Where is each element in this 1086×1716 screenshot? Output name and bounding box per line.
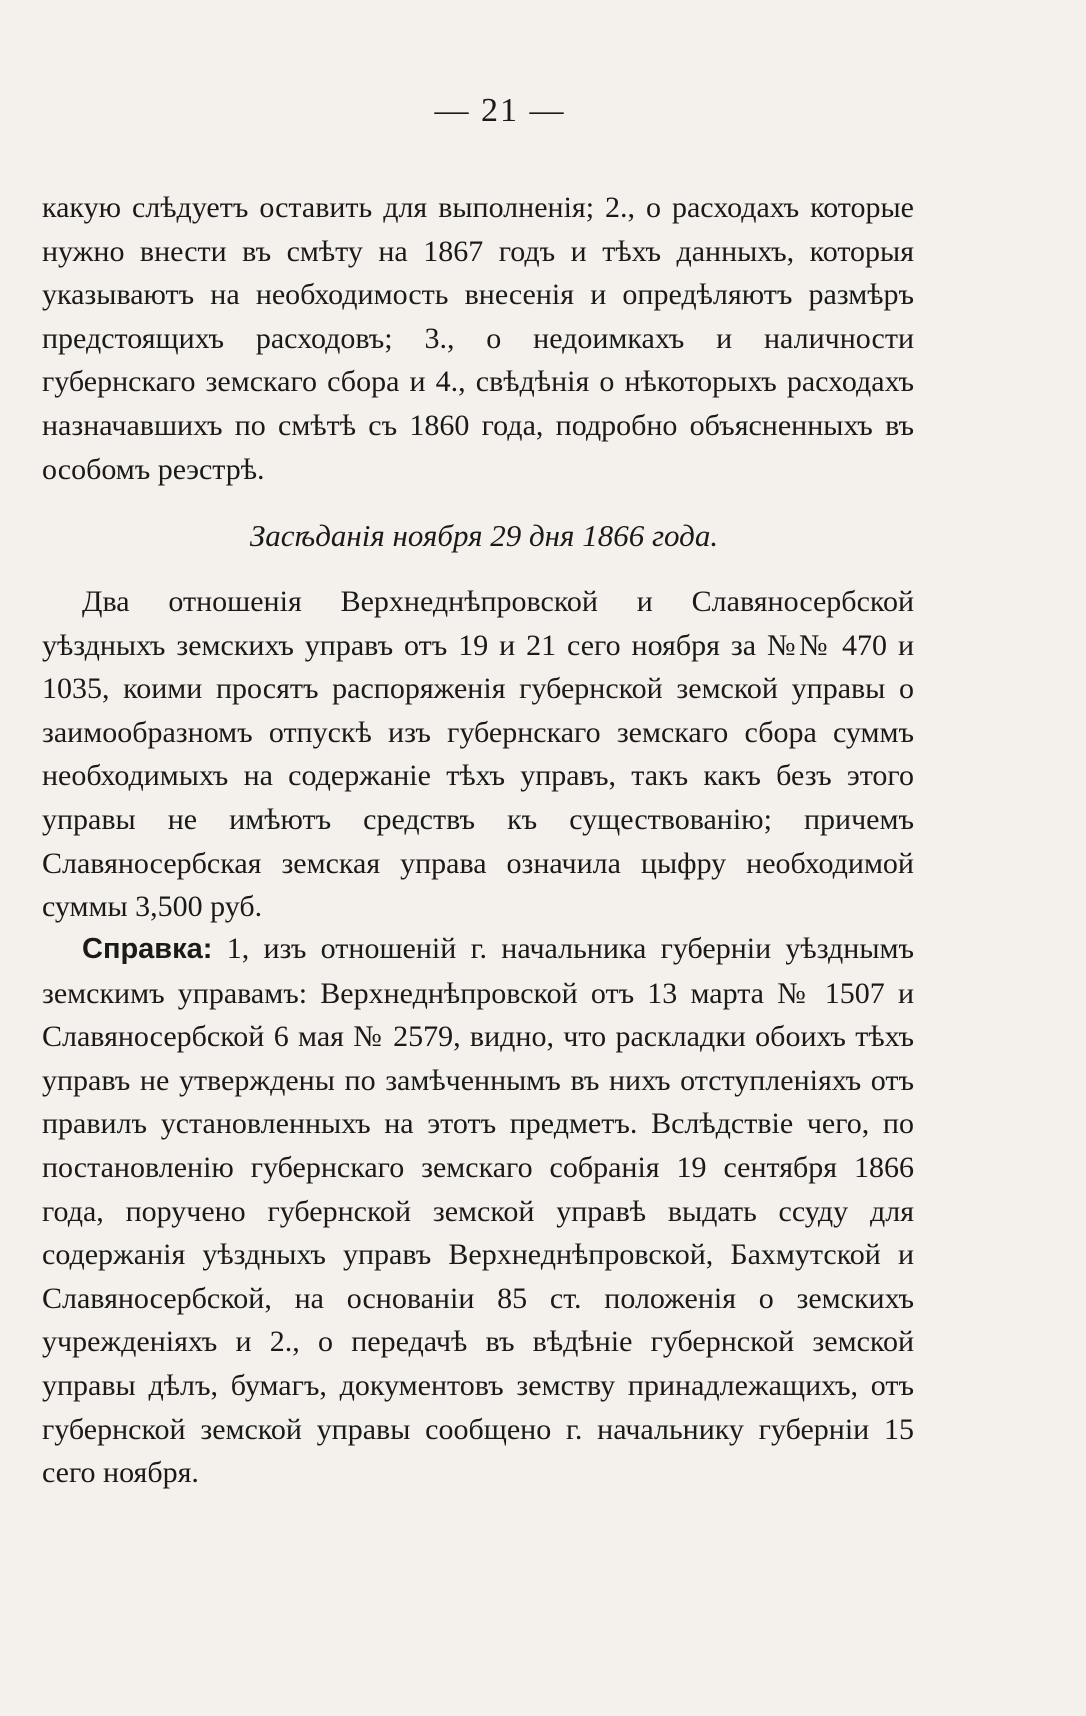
page-number: — 21 — <box>434 92 566 129</box>
continued-paragraph <box>42 186 914 491</box>
paragraph-text: Два отношенія Верхнеднѣпровской и Славяносербской уѣздныхъ земскихъ управъ отъ 19 и 21 сего ноября за №№ 470 и 1035, коими просятъ распоряженія губернской земской управы о заимообразномъ отпускѣ изъ губернскаго земскаго сбора суммъ необходимыхъ на содержаніе тѣхъ управъ, такъ какъ безъ этого управы не имѣютъ средствъ къ существованію; причемъ Славяносербская земская управа означила цыфру необходимой суммы 3,500 руб. <box>42 585 914 924</box>
reference-text: 1, изъ отношеній г. начальника губерніи уѣзднымъ земскимъ управамъ: Верхнеднѣпровской отъ 13 марта № 1507 и Славяносербской 6 мая № 2579, видно, что раскладки обоихъ тѣхъ управъ не утверждены по замѣченнымъ въ нихъ отступленіяхъ отъ правилъ установленныхъ на этотъ предметъ. Вслѣдствіе чего, по постановленію губернскаго земскаго собранія 19 сентября 1866 года, поручено губернской земской управѣ выдать ссуду для содержанія уѣздныхъ управъ Верхнеднѣпровской, Бахмутской и Славяносербской, на основаніи 85 ст. положенія о земскихъ учрежденіяхъ и 2., о передачѣ въ вѣдѣніе губернской земской управы дѣлъ, бумагъ, документовъ земству принадлежащихъ, отъ губернской земской управы сообщено г. начальнику губерніи 15 сего ноября. <box>42 932 914 1490</box>
session-heading: Засѣданія ноября 29 дня 1866 года. <box>249 518 719 553</box>
reference-paragraph <box>42 927 914 1495</box>
paragraph-text: какую слѣдуетъ оставить для выполненія; 2., о расходахъ которые нужно внести въ смѣту на 1867 годъ и тѣхъ данныхъ, которыя указываютъ на необходимость внесенія и опредѣляютъ размѣръ предстоящихъ расходовъ; 3., о недоимкахъ и наличности губернскаго земскаго сбора и 4., свѣдѣнія о нѣкоторыхъ расходахъ назначавшихъ по смѣтѣ съ 1860 года, подробно объясненныхъ въ особомъ реэстрѣ. <box>42 191 914 486</box>
reference-label: Справка: <box>82 933 213 965</box>
relations-paragraph <box>42 580 914 929</box>
paragraph-text <box>42 927 914 1495</box>
